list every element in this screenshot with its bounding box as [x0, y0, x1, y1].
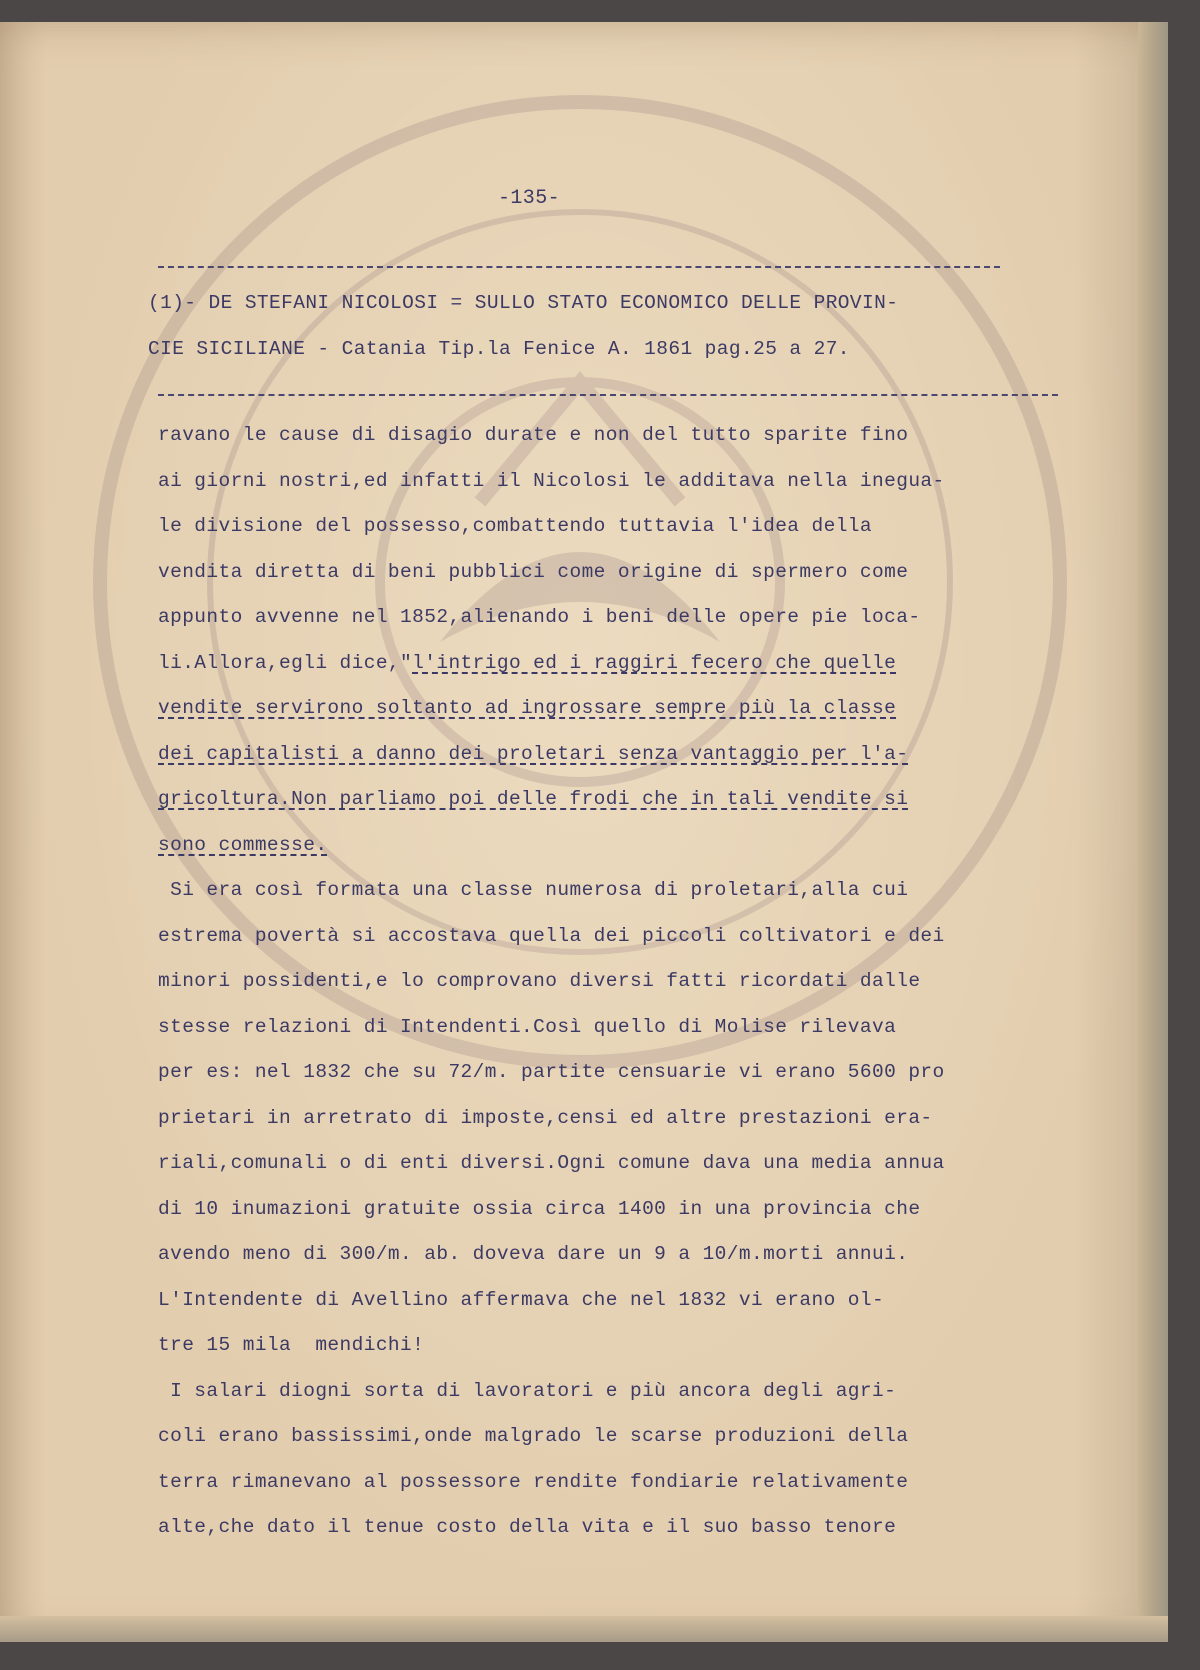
body-line: [158, 422, 908, 448]
body-line-text: per es: nel 1832 che su 72/m. partite censuarie vi erano 5600 pro: [158, 1061, 945, 1083]
body-line-text: li.Allora,egli dice,": [158, 651, 413, 674]
body-line-text: le divisione del possesso,combattendo tuttavia l'idea della: [158, 515, 873, 537]
body-line: [158, 832, 327, 858]
body-line-text: dei capitalisti a danno dei proletari senza vantaggio per l'a-: [158, 742, 909, 765]
body-line-text: coli erano bassissimi,onde malgrado le scarse produzioni della: [158, 1425, 909, 1447]
body-line-text: di 10 inumazioni gratuite ossia circa 1400 in una provincia che: [158, 1197, 921, 1220]
body-line-text: ravano le cause di disagio durate e non del tutto sparite fino: [158, 424, 909, 446]
body-line-text: gricoltura.Non parliamo poi delle frodi che in tali vendite si: [158, 788, 909, 810]
body-line-text: stesse relazioni di Intendenti.Così quello di Molise rilevava: [158, 1015, 897, 1038]
page-bottom-edge: [0, 1616, 1168, 1642]
footnote-line-2: CIE SICILIANE - Catania Tip.la Fenice A. 1861 pag.25 a 27.: [148, 338, 850, 360]
body-line: [158, 877, 908, 903]
body-line: [158, 604, 920, 630]
body-line: [158, 650, 896, 676]
footnote-rule-bottom: [158, 394, 1058, 396]
body-line: [158, 1378, 896, 1404]
body-line: [158, 786, 908, 812]
body-line-text: tre 15 mila mendichi!: [158, 1334, 425, 1356]
body-line-text: estrema povertà si accostava quella dei piccoli coltivatori e dei: [158, 924, 945, 947]
body-line: [158, 1150, 945, 1176]
body-line: [158, 513, 872, 539]
body-line: [158, 968, 920, 994]
body-line: [158, 741, 908, 767]
body-line-text: appunto avvenne nel 1852,alienando i beni delle opere pie loca-: [158, 606, 921, 628]
body-line: [158, 1287, 884, 1313]
body-line: [158, 695, 896, 721]
body-line: [158, 1332, 424, 1358]
body-line-text: Si era così formata una classe numerosa di proletari,alla cui: [158, 879, 909, 901]
body-line-text: alte,che dato il tenue costo della vita e il suo basso tenore: [158, 1516, 897, 1538]
body-line-text: vendite servirono soltanto ad ingrossare sempre più la classe: [158, 697, 897, 719]
body-line-text: minori possidenti,e lo comprovano diversi fatti ricordati dalle: [158, 970, 921, 992]
body-line: [158, 1196, 920, 1222]
body-line-text: terra rimanevano al possessore rendite fondiarie relativamente: [158, 1470, 909, 1493]
footnote-rule-top: [158, 266, 1000, 268]
quoted-text: l'intrigo ed i raggiri fecero che quelle: [412, 651, 897, 674]
page-number: -135-: [498, 187, 561, 210]
body-line-text: prietari in arretrato di imposte,censi ed altre prestazioni era-: [158, 1106, 933, 1129]
body-line: [158, 1241, 908, 1267]
body-line-text: I salari diogni sorta di lavoratori e più ancora degli agri-: [158, 1379, 897, 1402]
paper-page: [0, 22, 1168, 1642]
body-line-text: sono commesse.: [158, 833, 328, 856]
body-line-text: riali,comunali o di enti diversi.Ogni comune dava una media annua: [158, 1152, 945, 1174]
body-line-text: avendo meno di 300/m. ab. doveva dare un 9 a 10/m.morti annui.: [158, 1243, 909, 1265]
body-line-text: L'Intendente di Avellino affermava che nel 1832 vi erano ol-: [158, 1288, 885, 1311]
page-edge: [1138, 22, 1168, 1642]
body-line: [158, 1014, 896, 1040]
footnote-line-1: (1)- DE STEFANI NICOLOSI = SULLO STATO ECONOMICO DELLE PROVIN-: [148, 292, 899, 314]
body-line: [158, 1423, 908, 1449]
body-line: [158, 1469, 908, 1495]
body-line-text: ai giorni nostri,ed infatti il Nicolosi le additava nella inegua-: [158, 469, 945, 492]
body-line: [158, 559, 908, 585]
body-line: [158, 1059, 945, 1085]
body-line-text: vendita diretta di beni pubblici come origine di spermero come: [158, 560, 909, 583]
body-line: [158, 1514, 896, 1540]
body-line: [158, 1105, 933, 1131]
body-line: [158, 468, 945, 494]
body-line: [158, 923, 945, 949]
